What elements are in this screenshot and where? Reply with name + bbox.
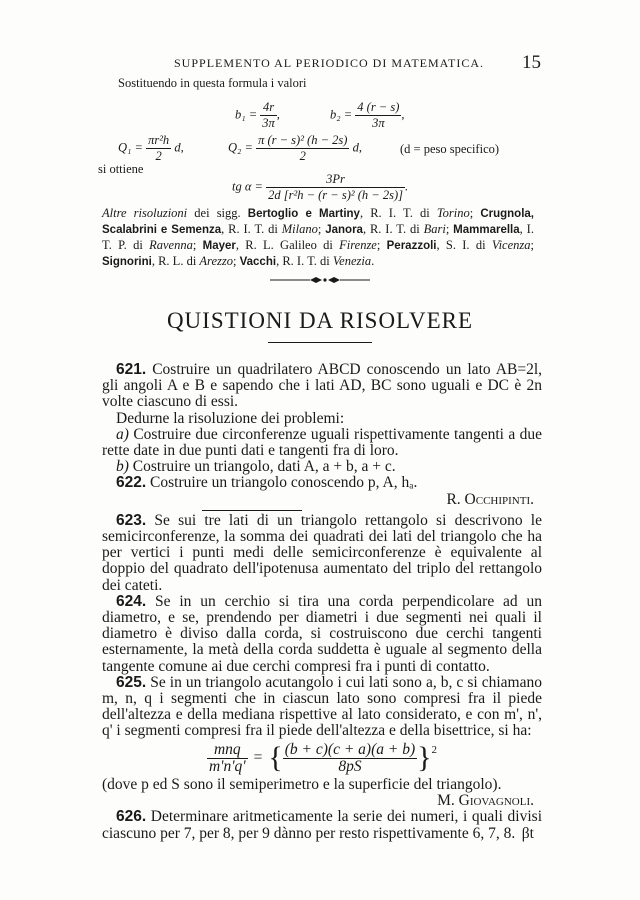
problem-624-number: 624.	[116, 592, 147, 610]
solver-sep: ;	[317, 222, 326, 236]
f625-exp: 2	[431, 743, 438, 756]
problem-622	[102, 475, 542, 491]
problem-624-text: Se in un cerchio si tira una corda perpendicolare ad un diametro, e se, prendendo per diametri i due segmenti nei quali il diametro è diviso dalla corda, si costruiscono due cerchi tangenti esternamente, la metà della corda suddetta è uguale al segmento della tangente comune ai due cerchi compresi fra i punti di contatto.	[102, 592, 543, 675]
solver-name: Perazzoli	[386, 240, 437, 252]
problem-626-number: 626.	[116, 808, 147, 826]
other-solutions	[102, 206, 534, 270]
q2-lhs: Q₂ =	[228, 140, 253, 155]
solver-place: , R. L. di	[151, 254, 200, 268]
tg-lhs: tg α =	[232, 179, 263, 194]
problem-621-number: 621.	[116, 361, 147, 378]
density-note: (d = peso specifico)	[400, 142, 500, 156]
problem-621-b	[102, 459, 542, 475]
solver-place: , S. I. di	[436, 238, 492, 252]
problem-626-author: βt	[521, 824, 534, 842]
formula-b2: b₂ = $\frac{4 (r - s)}{3\pi}$ ,	[330, 100, 405, 130]
f625-rhs-num: (b + c)(c + a)(a + b)	[284, 740, 416, 758]
problem-625-number: 625.	[116, 673, 147, 691]
f625-lhs-num: mnq	[207, 742, 248, 759]
problem-625-note: (dove p ed S sono il semiperimetro e la superficie del triangolo).	[102, 776, 502, 794]
separator	[202, 510, 302, 511]
solver-place: , R. I. T. di	[221, 222, 282, 236]
b1-lhs: b₁ =	[235, 107, 258, 122]
solver-name: Janora	[325, 224, 363, 236]
problem-623-number: 623.	[116, 511, 147, 529]
problem-621	[102, 362, 542, 411]
solver-place: , I. T. P. di	[102, 222, 534, 252]
solver-city: Bari	[423, 222, 446, 236]
solver-sep: ;	[469, 206, 481, 220]
formula-625: $\frac{\text{mnq}}{m'n'q'}$ = { $\frac{(b + c)(c + a)(a + b)}{8pS}$ } $^2$	[208, 740, 438, 775]
tg-num: 3Pr	[266, 172, 405, 188]
si-ottiene: si ottiene	[98, 162, 144, 176]
solver-city: Ravenna	[149, 238, 193, 252]
formula-tg	[232, 172, 408, 203]
problems-body	[102, 362, 542, 842]
page-number: 15	[522, 52, 541, 73]
problem-626	[102, 809, 542, 841]
problem-624	[102, 594, 542, 675]
intro-text: Sostituendo in questa formula i valori	[118, 76, 307, 90]
problem-621-b-mark: b)	[116, 458, 129, 476]
q1-num: πr²h	[148, 133, 170, 147]
solver-name: Bertoglio e Martiny	[247, 208, 360, 220]
f625-eq: =	[253, 749, 263, 767]
q1-den: 2	[155, 149, 162, 163]
problem-625-text: Se in un triangolo acutangolo i cui lati sono a, b, c si chiamano m, n, q i segmenti che in ciascun lato sono compresi fra il piede dell'altezza e della mediana rispettive al lato considerato, e con m', n', q' i segmenti compresi fra il piede dell'altezza e della bisettrice, si ha:	[102, 673, 542, 740]
problem-625	[102, 675, 542, 740]
solver-sep: ;	[376, 238, 387, 252]
solver-name: Mammarella	[453, 224, 520, 236]
solver-sep: ;	[192, 238, 203, 252]
problem-621-a-mark: a)	[116, 425, 129, 443]
solver-city: Arezzo	[199, 254, 233, 268]
solver-name: Vacchi	[239, 256, 277, 268]
problem-621-a-text: Costruire due circonferenze uguali rispettivamente tangenti a due rette date in due punti dati e tangenti fra di loro.	[102, 425, 542, 460]
solver-city: Firenze	[339, 238, 377, 252]
b1-num: 4r	[260, 100, 277, 116]
solver-place: , R. L. Galileo di	[235, 238, 340, 252]
b1-den: 3π	[262, 116, 275, 130]
problem-621-a	[102, 427, 542, 459]
problem-625-author: M. Giovagnoli.	[437, 792, 534, 810]
formula-q2	[228, 133, 362, 164]
problem-622-text: Costruire un triangolo conoscendo p, A, hₐ.	[150, 474, 418, 492]
solver-name: Mayer	[202, 240, 236, 252]
tg-den: 2d [r²h − (r − s)² (h − 2s)]	[268, 188, 403, 202]
q2-tail: d,	[352, 140, 362, 155]
solver-sep: ;	[445, 222, 454, 236]
solvers-dei: dei sigg.	[187, 206, 248, 220]
problem-623	[102, 513, 542, 594]
solver-sep: .	[371, 254, 375, 268]
problem-621-b-text: Costruire un triangolo, dati A, a + b, a + c.	[132, 458, 396, 476]
b2-num: 4 (r − s)	[357, 100, 400, 114]
problem-622-number: 622.	[116, 474, 147, 492]
problem-623-text: Se sui tre lati di un triangolo rettangolo si descrivono le semicirconferenze, la somma dei quadrati dei lati del triangolo che ha per vertici i punti medi delle semicirconferenze è equivalente al doppio del quadrato dell'ipotenusa aumentato del triplo del rettangolo dei cateti.	[102, 511, 542, 594]
running-title: SUPPLEMENTO AL PERIODICO DI MATEMATICA.	[174, 56, 485, 70]
q2-num: π (r − s)² (h − 2s)	[258, 133, 348, 147]
problem-621-text: Costruire un quadrilatero ABCD conoscendo un lato AB=2l, gli angoli A e B e sapendo che i lati AD, BC sono uguali e DC è 2n volte ciascuno di essi.	[102, 361, 543, 411]
solver-city: Venezia	[332, 254, 372, 268]
solver-place: , R. I. T. di	[359, 206, 437, 220]
tg-tail: .	[405, 179, 409, 194]
q1-lhs: Q₁ =	[118, 140, 143, 155]
solver-name: Signorini	[102, 256, 152, 268]
solver-city: Vicenza	[491, 238, 531, 252]
problem-626-text: Determinare aritmeticamente la serie dei numeri, i quali divisi ciascuno per 7, per 8, per 9 dànno per resto rispettivamente 6, 7, 8.	[102, 808, 542, 842]
q1-tail: d,	[174, 140, 184, 155]
f625-lhs-den: m'n'q'	[208, 757, 246, 775]
title-rule	[268, 342, 372, 343]
solver-sep: ;	[233, 254, 240, 268]
solver-place: , R. I. T. di	[276, 254, 333, 268]
solvers-intro: Altre risoluzioni	[102, 206, 188, 220]
problem-622-author: R. Occhipinti.	[446, 490, 534, 508]
formula-b1: b₁ = $\frac{4r}{3\pi}$ ,	[235, 100, 280, 130]
b2-lhs: b₂ =	[330, 107, 353, 122]
problem-621-dedurre: Dedurne la risoluzione dei problemi:	[116, 409, 345, 427]
formula-q1	[118, 133, 184, 164]
ornament-divider	[270, 274, 370, 286]
solver-name: Crugnola, Scalabrini e Semenza	[102, 208, 534, 236]
q2-den: 2	[299, 149, 306, 163]
f625-rhs-den: 8pS	[338, 757, 362, 775]
solver-sep: ;	[530, 238, 534, 252]
solver-city: Milano	[281, 222, 318, 236]
solver-place: , R. I. T. di	[362, 222, 424, 236]
section-title: QUISTIONI DA RISOLVERE	[166, 308, 474, 333]
b2-den: 3π	[372, 116, 385, 130]
solver-city: Torino	[436, 206, 470, 220]
